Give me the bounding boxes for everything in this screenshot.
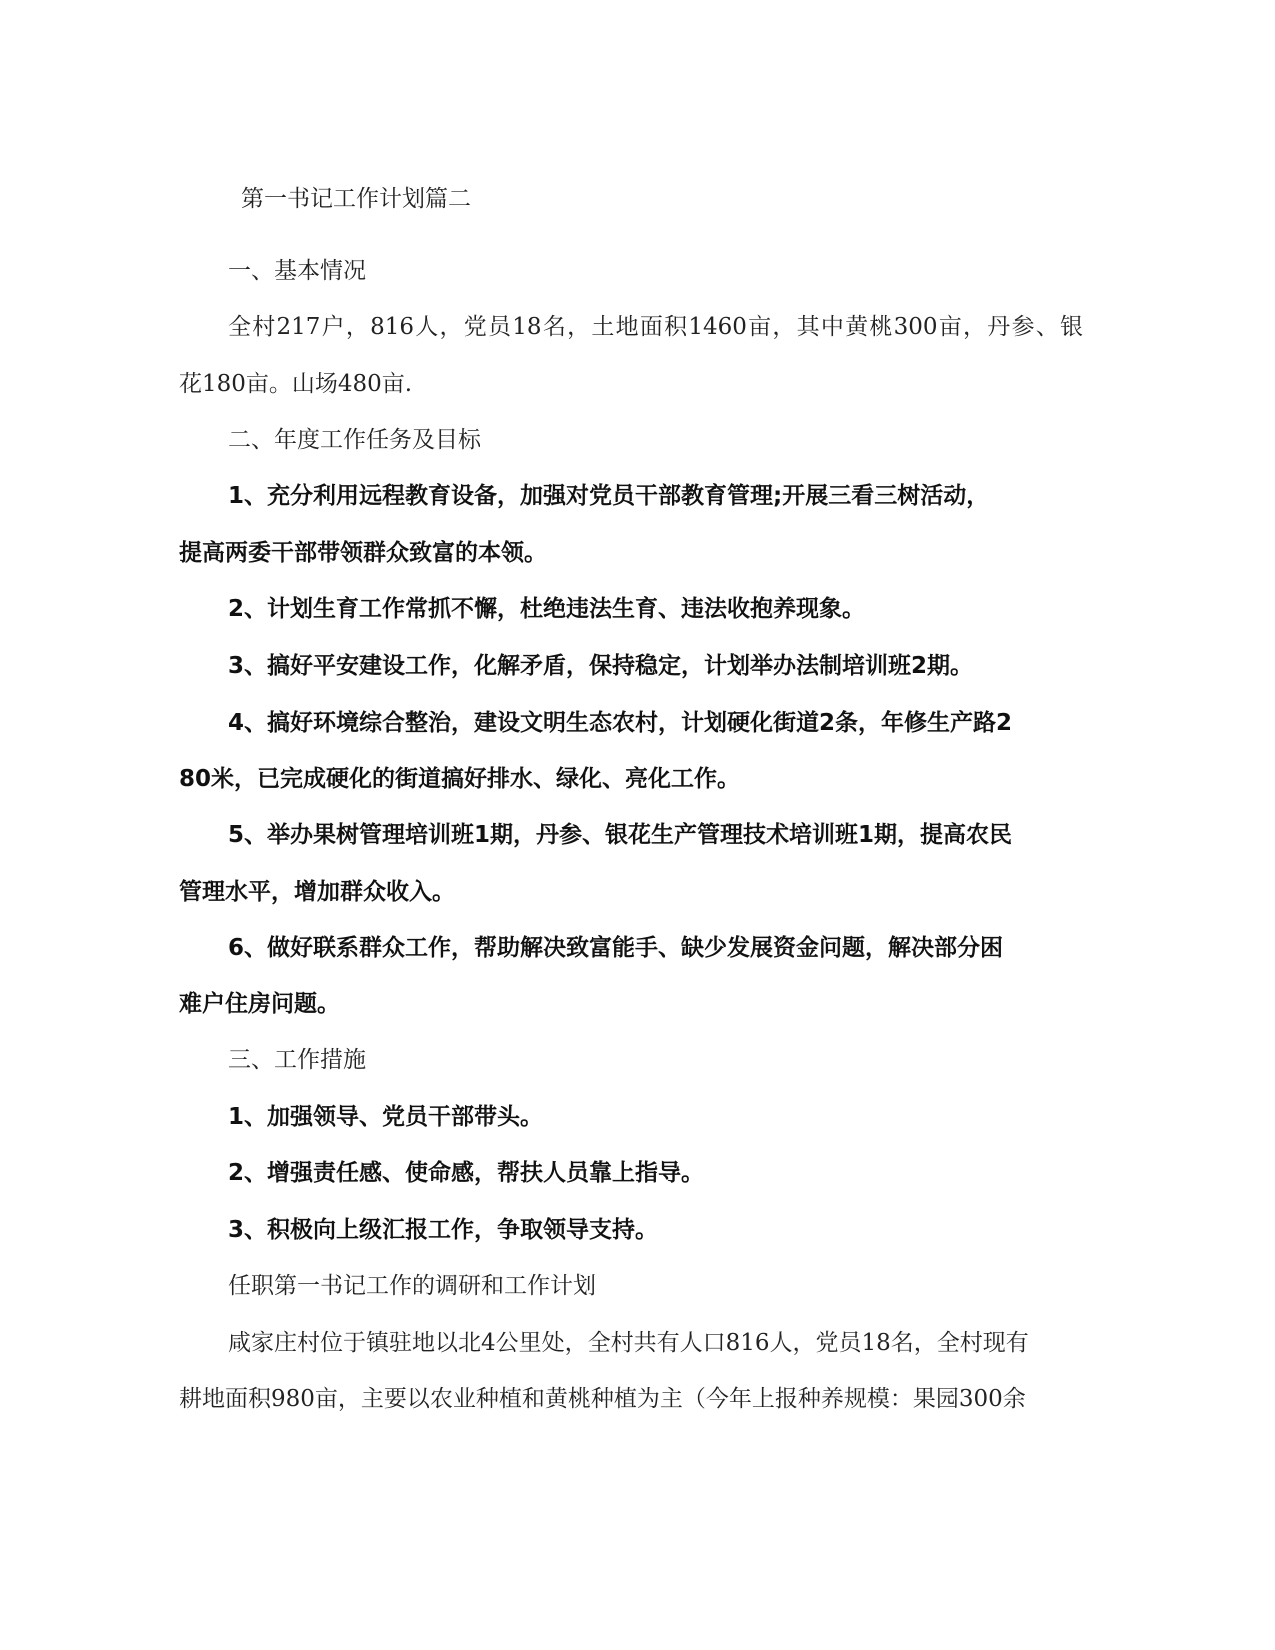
list-item: 80米，已完成硬化的街道搞好排水、绿化、亮化工作。	[179, 766, 741, 792]
list-item: 6、做好联系群众工作，帮助解决致富能手、缺少发展资金问题，解决部分困	[228, 935, 1004, 961]
section-heading-basic-info: 一、基本情况	[228, 258, 366, 284]
list-item: 2、计划生育工作常抓不懈，杜绝违法生育、违法收抱养现象。	[228, 596, 866, 622]
section-heading-measures: 三、工作措施	[228, 1047, 366, 1073]
list-item: 3、积极向上级汇报工作，争取领导支持。	[228, 1217, 659, 1243]
document-title: 第一书记工作计划篇二	[241, 186, 471, 212]
list-item: 提高两委干部带领群众致富的本领。	[179, 540, 547, 566]
list-item: 管理水平，增加群众收入。	[179, 879, 455, 905]
section-heading-tasks-goals: 二、年度工作任务及目标	[228, 427, 481, 453]
paragraph-line: 全村217户，816人，党员18名，土地面积1460亩，其中黄桃300亩，丹参、银	[228, 314, 1083, 340]
paragraph-line: 花180亩。山场480亩.	[179, 371, 413, 397]
list-item: 1、加强领导、党员干部带头。	[228, 1104, 544, 1130]
paragraph-line: 咸家庄村位于镇驻地以北4公里处，全村共有人口816人，党员18名，全村现有	[228, 1330, 1029, 1356]
list-item: 5、举办果树管理培训班1期，丹参、银花生产管理技术培训班1期，提高农民	[228, 822, 1013, 848]
list-item: 3、搞好平安建设工作，化解矛盾，保持稳定，计划举办法制培训班2期。	[228, 653, 974, 679]
list-item: 1、充分利用远程教育设备，加强对党员干部教育管理;开展三看三树活动，	[228, 483, 990, 509]
list-item: 4、搞好环境综合整治，建设文明生态农村，计划硬化街道2条，年修生产路2	[228, 710, 1013, 736]
section-heading-research-plan: 任职第一书记工作的调研和工作计划	[228, 1273, 596, 1299]
list-item: 2、增强责任感、使命感，帮扶人员靠上指导。	[228, 1160, 705, 1186]
paragraph-line: 耕地面积980亩，主要以农业种植和黄桃种植为主（今年上报种养规模：果园300余	[179, 1386, 1026, 1412]
list-item: 难户住房问题。	[179, 991, 340, 1017]
